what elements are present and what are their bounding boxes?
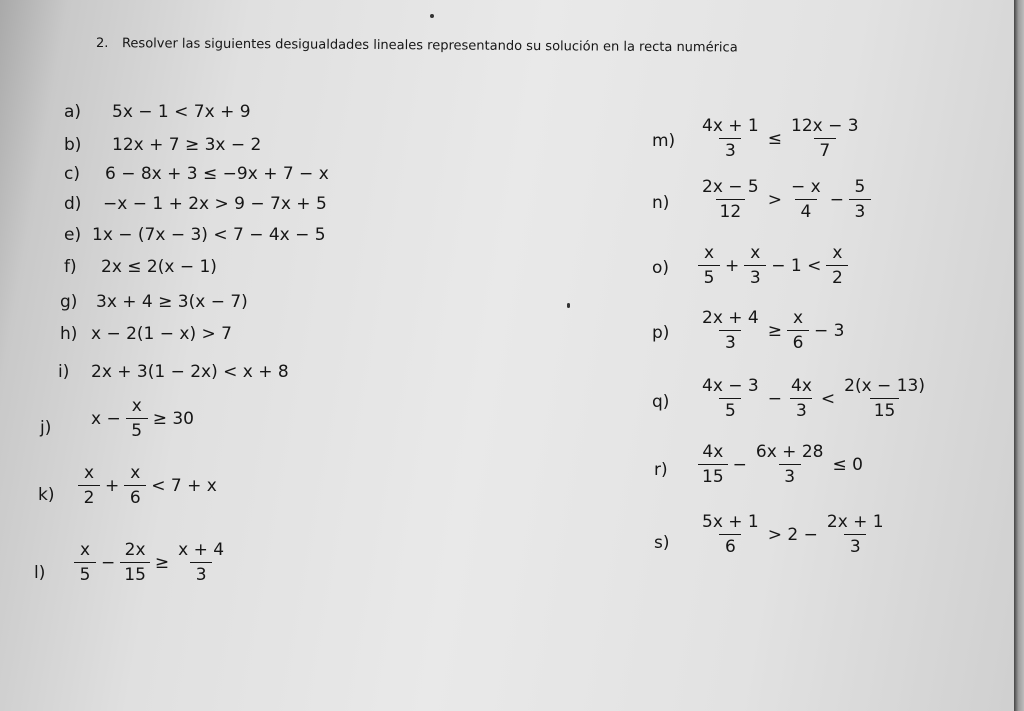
item-k-expression: $\frac{x}{2}$ + $\frac{x}{6}$ < 7 + x bbox=[76, 463, 220, 508]
item-f-label: f) bbox=[64, 257, 77, 277]
item-q-label: q) bbox=[652, 392, 670, 412]
fraction: $\frac{- x}{4}$ bbox=[791, 177, 821, 222]
item-a-expression: 5x − 1 < 7x + 9 bbox=[112, 102, 251, 122]
item-o-label: o) bbox=[652, 258, 670, 278]
item-s-expression: $\frac{5x + 1}{6}$ > 2 − $\frac{2x + 1}{3}$ bbox=[696, 512, 890, 557]
item-r-label: r) bbox=[654, 460, 668, 480]
item-s-label: s) bbox=[654, 533, 670, 553]
item-c-expression: 6 − 8x + 3 ≤ −9x + 7 − x bbox=[105, 164, 329, 184]
fraction: $\frac{x + 4}{3}$ bbox=[178, 540, 225, 585]
item-c-label: c) bbox=[64, 164, 80, 184]
item-d-expression: −x − 1 + 2x > 9 − 7x + 5 bbox=[103, 194, 327, 214]
item-e-label: e) bbox=[64, 225, 82, 245]
item-n-expression: $\frac{2x - 5}{12}$ > $\frac{- x}{4}$ − $\frac{5}{3}$ bbox=[696, 177, 873, 222]
item-p-label: p) bbox=[652, 323, 670, 343]
item-o-expression: $\frac{x}{5}$ + $\frac{x}{3}$ − 1 < $\frac{x}{2}$ bbox=[696, 243, 850, 288]
fraction: $\frac{2(x - 13)}{15}$ bbox=[844, 376, 925, 421]
item-j-expression: x − $\frac{x}{5}$ ≥ 30 bbox=[91, 396, 194, 441]
item-p-expression: $\frac{2x + 4}{3}$ ≥ $\frac{x}{6}$ − 3 bbox=[696, 308, 847, 353]
fraction: $\frac{2x + 1}{3}$ bbox=[826, 512, 884, 557]
fraction: $\frac{x}{5}$ bbox=[74, 540, 96, 585]
item-n-label: n) bbox=[652, 193, 670, 213]
fraction: $\frac{x}{5}$ bbox=[126, 396, 148, 441]
fraction: $\frac{2x - 5}{12}$ bbox=[702, 177, 759, 222]
item-b-expression: 12x + 7 ≥ 3x − 2 bbox=[112, 135, 262, 155]
fraction: $\frac{4x}{3}$ bbox=[791, 376, 812, 421]
exercise-heading bbox=[96, 36, 956, 57]
fraction: $\frac{x}{2}$ bbox=[78, 463, 100, 508]
fraction: $\frac{x}{2}$ bbox=[826, 243, 848, 288]
item-h-expression: x − 2(1 − x) > 7 bbox=[91, 324, 232, 344]
item-r-expression: $\frac{4x}{15}$ − $\frac{6x + 28}{3}$ ≤ 0 bbox=[696, 442, 866, 487]
fraction: $\frac{4x}{15}$ bbox=[698, 442, 728, 487]
item-i-expression: 2x + 3(1 − 2x) < x + 8 bbox=[91, 362, 289, 382]
item-k-label: k) bbox=[38, 485, 55, 505]
fraction: $\frac{x}{6}$ bbox=[124, 463, 146, 508]
fraction: $\frac{5}{3}$ bbox=[849, 177, 871, 222]
fraction: $\frac{2x}{15}$ bbox=[120, 540, 150, 585]
item-a-label: a) bbox=[64, 102, 82, 122]
item-g-label: g) bbox=[60, 292, 78, 312]
item-e-expression: 1x − (7x − 3) < 7 − 4x − 5 bbox=[92, 225, 326, 245]
item-j-label: j) bbox=[40, 418, 52, 438]
item-m-expression: $\frac{4x + 1}{3}$ ≤ $\frac{12x - 3}{7}$ bbox=[696, 116, 865, 161]
fraction: $\frac{4x + 1}{3}$ bbox=[702, 116, 759, 161]
fraction: $\frac{4x - 3}{5}$ bbox=[702, 376, 759, 421]
exercise-number: 2. bbox=[95, 36, 109, 52]
item-g-expression: 3x + 4 ≥ 3(x − 7) bbox=[96, 292, 248, 312]
fraction: $\frac{2x + 4}{3}$ bbox=[702, 308, 759, 353]
item-b-label: b) bbox=[64, 135, 82, 155]
fraction: $\frac{x}{3}$ bbox=[744, 243, 766, 288]
item-q-expression: $\frac{4x - 3}{5}$ − $\frac{4x}{3}$ < $\frac{2(x - 13)}{15}$ bbox=[696, 376, 931, 421]
item-l-label: l) bbox=[34, 563, 46, 583]
exercise-instructions: Resolver las siguientes desigualdades lineales representando su solución en la recta numérica bbox=[121, 36, 738, 56]
item-i-label: i) bbox=[58, 362, 70, 382]
item-d-label: d) bbox=[64, 194, 82, 214]
item-f-expression: 2x ≤ 2(x − 1) bbox=[101, 257, 217, 277]
item-l-expression: $\frac{x}{5}$ − $\frac{2x}{15}$ ≥ $\frac{x + 4}{3}$ bbox=[72, 540, 230, 585]
ink-dot bbox=[567, 303, 570, 308]
fraction: $\frac{12x - 3}{7}$ bbox=[791, 116, 859, 161]
fraction: $\frac{5x + 1}{6}$ bbox=[702, 512, 759, 557]
item-h-label: h) bbox=[60, 324, 78, 344]
page-edge-shadow bbox=[1014, 0, 1024, 711]
fraction: $\frac{x}{6}$ bbox=[787, 308, 809, 353]
ink-dot bbox=[430, 14, 434, 18]
item-m-label: m) bbox=[652, 131, 676, 151]
fraction: $\frac{6x + 28}{3}$ bbox=[755, 442, 824, 487]
fraction: $\frac{x}{5}$ bbox=[698, 243, 720, 288]
